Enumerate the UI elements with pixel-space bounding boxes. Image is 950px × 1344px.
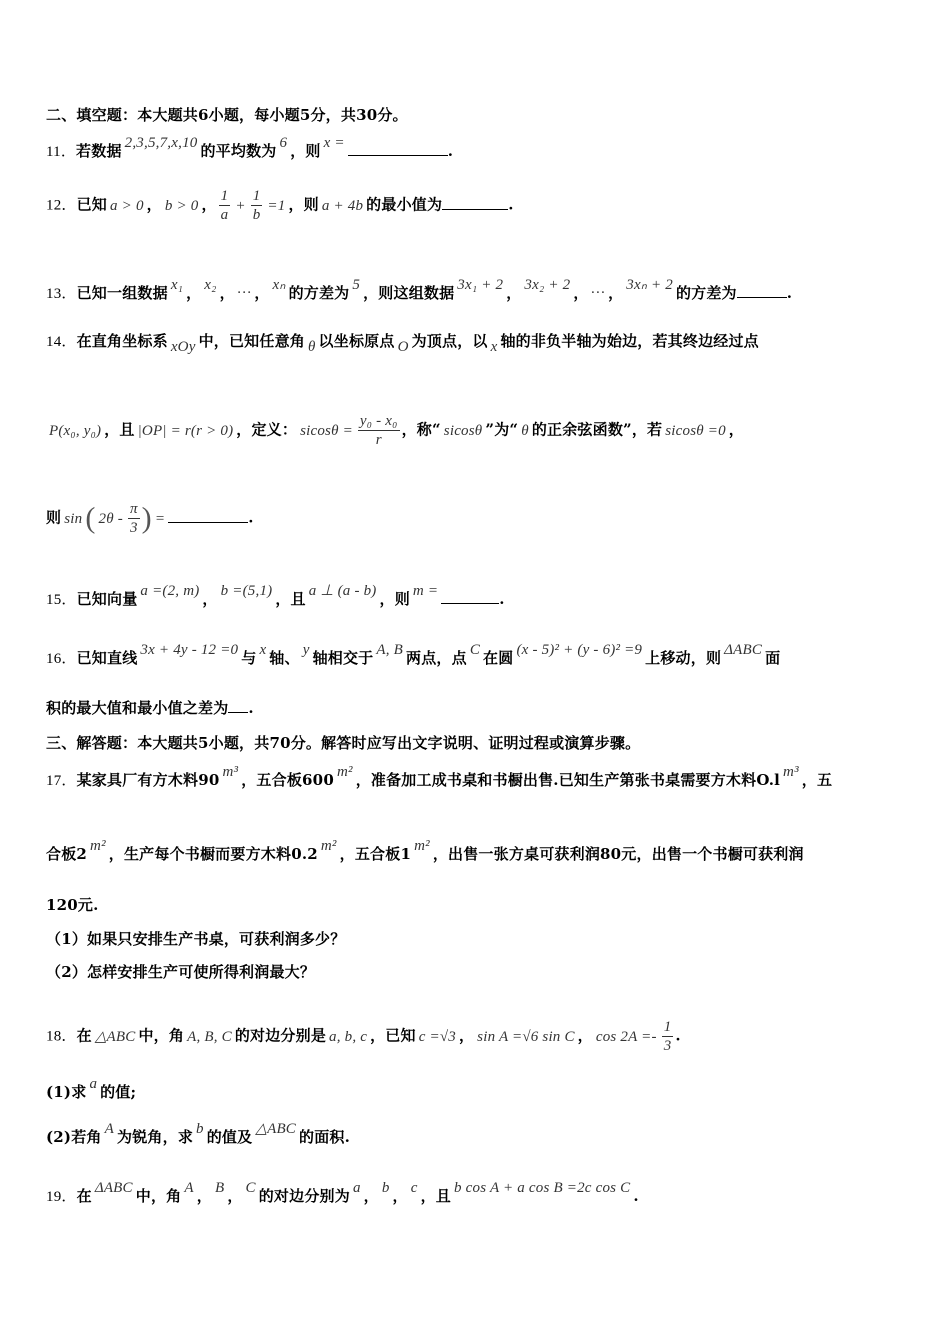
section-3-heading: 三、解答题：本大题共5小题，共70分。解答时应写出文字说明、证明过程或演算步骤。	[46, 734, 641, 752]
section-2-heading: 二、填空题：本大题共6小题，每小题5分，共30分。	[46, 106, 408, 124]
answer-blank	[168, 510, 248, 523]
question-12: 12．已知 a > 0 ， b > 0 ， $\frac{1}{a}$ + $\frac{1}{b}$ =1 ，则 a + 4b 的最小值为 .	[46, 188, 514, 223]
question-number: 14．	[46, 334, 77, 350]
question-18-part1: (1)求 a 的值;	[46, 1076, 137, 1101]
math: 2,3,5,7,x,10	[124, 135, 198, 151]
question-17: 17．某家具厂有方木料90 m³ ，五合板600 m² ，准备加工成书桌和书橱出售.已知生产第张书桌需要方木料O.l m³ ，五	[46, 764, 833, 789]
question-17-cont: 合板2 m² ，生产每个书橱而要方木料0.2 m² ，五合板1 m² ，出售一张方桌可获利润80元，出售一个书橱可获利润	[46, 838, 804, 863]
question-14-definition: P(x₀, y₀) ，且 |OP| = r(r > 0) ，定义： sicosθ = $\frac{\text{y₀ - x₀}}{r}$ ，称“ sicosθ ”为“ θ 的正余弦函数”，若 sicosθ =0 ，	[49, 413, 744, 448]
question-16: 16．已知直线 3x + 4y - 12 =0 与 x 轴、 y 轴相交于 A, B 两点，点 C 在圆 (x - 5)² + (y - 6)² =9 上移动，则 ΔABC 面	[46, 642, 781, 667]
question-number: 17．	[46, 773, 77, 789]
fraction: $\frac{1}{a}$	[220, 188, 229, 223]
answer-blank	[737, 285, 787, 298]
question-number: 13．	[46, 286, 77, 302]
question-number: 11．	[46, 144, 77, 160]
math: a > 0	[110, 197, 144, 214]
fraction: $\frac{\text{y₀ - x₀}}{r}$	[359, 413, 398, 448]
question-16-cont: 积的最大值和最小值之差为 .	[46, 699, 254, 717]
question-number: 12．	[46, 197, 77, 214]
fraction: $\frac{\pi}{3}$	[129, 501, 138, 536]
question-17-part2: （2）怎样安排生产可使所得利润最大？	[46, 963, 316, 981]
math: a + 4b	[321, 197, 364, 214]
fraction: $\frac{1}{b}$	[252, 188, 261, 223]
answer-blank	[228, 700, 248, 713]
question-14: 14．在直角坐标系 xOy 中，已知任意角 θ 以坐标原点 O 为顶点，以 x 轴的非负半轴为始边，若其终边经过点	[46, 332, 759, 355]
question-13: 13．已知一组数据 x₁ ， x₂ ， … ， xₙ 的方差为 5 ，则这组数据 3x₁ + 2 ， 3x₂ + 2 ， … ， 3xₙ + 2 的方差为 .	[46, 277, 793, 302]
question-18-part2: (2)若角 A 为锐角，求 b 的值及 △ABC 的面积.	[46, 1121, 351, 1146]
question-17-part1: （1）如果只安排生产书桌，可获利润多少？	[46, 930, 346, 948]
question-14-ask: 则 sin ( 2θ - $\frac{\pi}{3}$ ) = .	[46, 501, 254, 536]
question-17-cont2: 120元.	[46, 896, 99, 914]
math: x =	[323, 135, 345, 151]
question-15: 15．已知向量 a =(2, m) ， b =(5,1) ，且 a ⊥ (a - b) ，则 m = .	[46, 583, 505, 608]
question-19: 19．在 ΔABC 中，角 A ， B ， C 的对边分别为 a ， b ， c ，且 b cos A + a cos B =2c cos C .	[46, 1180, 639, 1205]
math: 6	[279, 135, 288, 151]
answer-blank	[442, 197, 508, 210]
question-11: 11．若数据 2,3,5,7,x,10 的平均数为 6 ，则 x = .	[46, 135, 454, 160]
question-number: 15．	[46, 592, 77, 608]
question-18: 18．在 △ABC 中，角 A, B, C 的对边分别是 a, b, c ，已知 c =√3 ， sin A =√6 sin C ， cos 2A =- $\frac{1}{3}$ .	[46, 1019, 681, 1054]
question-number: 18．	[46, 1028, 77, 1045]
question-number: 19．	[46, 1189, 77, 1205]
answer-blank	[441, 591, 499, 604]
fraction: $\frac{1}{3}$	[663, 1019, 672, 1054]
math: b > 0	[164, 197, 199, 214]
answer-blank	[348, 143, 448, 156]
question-number: 16．	[46, 651, 77, 667]
